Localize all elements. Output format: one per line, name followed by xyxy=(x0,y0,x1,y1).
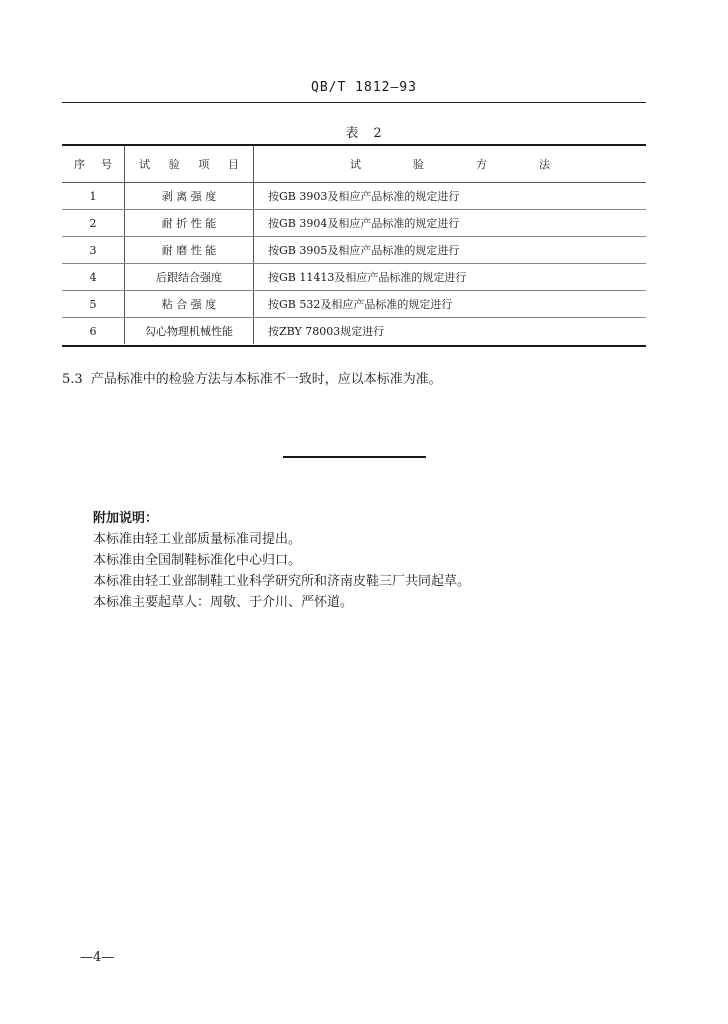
page-number: —4— xyxy=(80,950,115,965)
header-item-char: 目 xyxy=(227,158,239,171)
row-method: 按GB 3905及相应产品标准的规定进行 xyxy=(254,237,647,264)
header-item-char: 项 xyxy=(198,158,210,171)
row-num: 1 xyxy=(62,183,125,210)
table-row xyxy=(62,210,646,237)
note-line: 本标准由全国制鞋标准化中心归口。 xyxy=(93,553,302,568)
clause-text: 产品标准中的检验方法与本标准不一致时，应以本标准为准。 xyxy=(90,372,442,387)
header-num-char: 序 xyxy=(74,158,85,171)
table-row xyxy=(62,264,646,291)
section-separator xyxy=(283,456,426,458)
row-method: 按GB 532及相应产品标准的规定进行 xyxy=(254,291,647,318)
row-num: 3 xyxy=(62,237,125,264)
header-method-char: 法 xyxy=(539,158,550,171)
header-rule xyxy=(62,102,646,103)
note-line: 本标准主要起草人：周敬、于介川、严怀道。 xyxy=(93,595,354,610)
row-method: 按ZBY 78003规定进行 xyxy=(254,318,647,345)
header-method-char: 试 xyxy=(350,158,361,171)
row-num: 4 xyxy=(62,264,125,291)
row-method: 按GB 11413及相应产品标准的规定进行 xyxy=(254,264,647,291)
row-item: 后跟结合强度 xyxy=(125,264,254,291)
row-num: 2 xyxy=(62,210,125,237)
test-methods-table xyxy=(62,146,646,344)
table-row xyxy=(62,183,646,210)
row-item: 勾心物理机械性能 xyxy=(125,318,254,345)
row-num: 5 xyxy=(62,291,125,318)
row-method: 按GB 3903及相应产品标准的规定进行 xyxy=(254,183,647,210)
table-row xyxy=(62,318,646,345)
note-line: 本标准由轻工业部制鞋工业科学研究所和济南皮鞋三厂共同起草。 xyxy=(93,574,471,589)
row-item: 剥 离 强 度 xyxy=(125,183,254,210)
notes-title: 附加说明： xyxy=(93,511,159,526)
header-item xyxy=(125,146,254,183)
table-bottom-rule xyxy=(62,345,646,347)
table-top-rule xyxy=(62,144,646,146)
standard-code: QB/T 1812—93 xyxy=(311,80,417,95)
header-method xyxy=(254,146,647,183)
row-num: 6 xyxy=(89,324,97,338)
header-num xyxy=(62,146,125,183)
table-caption: 表 2 xyxy=(345,126,383,141)
clause-5-3 xyxy=(62,368,442,387)
row-item: 粘 合 强 度 xyxy=(125,291,254,318)
table-row xyxy=(62,237,646,264)
note-line: 本标准由轻工业部质量标准司提出。 xyxy=(93,532,302,547)
additional-notes xyxy=(93,508,470,613)
clause-number: 5.3 xyxy=(62,372,83,387)
header-item-char: 验 xyxy=(168,158,180,171)
header-method-char: 方 xyxy=(476,158,487,171)
header-method-char: 验 xyxy=(413,158,424,171)
row-item: 耐 磨 性 能 xyxy=(125,237,254,264)
table-header-row xyxy=(62,146,646,183)
header-num-char: 号 xyxy=(101,158,112,171)
row-item: 耐 折 性 能 xyxy=(125,210,254,237)
table-row xyxy=(62,291,646,318)
header-item-char: 试 xyxy=(139,158,150,171)
row-method: 按GB 3904及相应产品标准的规定进行 xyxy=(254,210,647,237)
